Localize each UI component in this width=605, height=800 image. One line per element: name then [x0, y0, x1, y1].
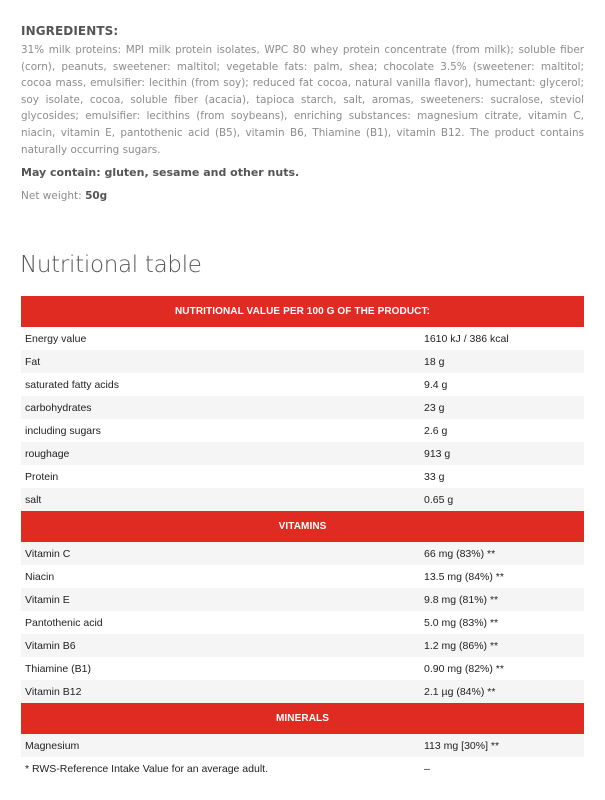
nutrient-value: 18 g [420, 350, 584, 373]
footnote-text: * RWS-Reference Intake Value for an average adult. [21, 757, 420, 780]
nutrient-name: Thiamine (B1) [21, 657, 420, 680]
ingredients-title: INGREDIENTS: [21, 24, 119, 38]
nutrient-name: Fat [21, 350, 420, 373]
table-row [21, 350, 584, 373]
footnote-value: – [420, 757, 584, 780]
may-contain-note: May contain: gluten, sesame and other nuts. [21, 166, 300, 179]
ingredients-text: 31% milk proteins: MPI milk protein isolates, WPC 80 whey protein concentrate (from milk); soluble fiber (corn), peanuts, sweetener: maltitol; vegetable fats: palm, shea; chocolate 3.5% (sweetener: maltitol; cocoa mass, emulsifier: lecithin (from soy); reduced fat cocoa, natural vanilla flavor), humectant: glycerol; soy isolate, cocoa, soluble fiber (acacia), tapioca starch, salt, aromas, sweeteners: sucralose, steviol glycosides; emulsifier: lecithins (from soybeans), enriching substances: magnesium citrate, vitamin C, niacin, vitamin E, pantothenic acid (B5), vitamin B6, Thiamine (B1), vitamin B12. The product contains naturally occurring sugars. [21, 44, 584, 156]
nutrient-name: Niacin [21, 565, 420, 588]
table-row [21, 611, 584, 634]
section-header-minerals: MINERALS [21, 703, 584, 734]
nutrient-name: Vitamin B12 [21, 680, 420, 703]
nutrient-name: Magnesium [21, 734, 420, 757]
nutrition-heading: Nutritional table [20, 252, 202, 278]
nutrient-name: roughage [21, 442, 420, 465]
net-weight [21, 190, 107, 202]
nutrient-name: including sugars [21, 419, 420, 442]
nutrient-value: 0.90 mg (82%) ** [420, 657, 584, 680]
table-row [21, 734, 584, 757]
table-row [21, 419, 584, 442]
nutrient-value: 13.5 mg (84%) ** [420, 565, 584, 588]
net-weight-value: 50g [85, 190, 108, 202]
nutrient-value: 113 mg [30%] ** [420, 734, 584, 757]
nutrient-value: 33 g [420, 465, 584, 488]
nutrient-value: 5.0 mg (83%) ** [420, 611, 584, 634]
nutrient-value: 1.2 mg (86%) ** [420, 634, 584, 657]
table-row [21, 373, 584, 396]
nutrient-value: 23 g [420, 396, 584, 419]
nutrient-name: Energy value [21, 327, 420, 350]
table-row [21, 588, 584, 611]
nutrient-value: 2.1 µg (84%) ** [420, 680, 584, 703]
table-row [21, 465, 584, 488]
nutrient-value: 1610 kJ / 386 kcal [420, 327, 584, 350]
nutrient-name: Pantothenic acid [21, 611, 420, 634]
nutrient-name: Vitamin E [21, 588, 420, 611]
nutrient-name: Vitamin C [21, 542, 420, 565]
nutrient-name: saturated fatty acids [21, 373, 420, 396]
net-weight-label: Net weight: [21, 190, 82, 202]
nutrient-name: carbohydrates [21, 396, 420, 419]
nutrient-value: 0.65 g [420, 488, 584, 511]
nutrient-value: 9.4 g [420, 373, 584, 396]
table-row [21, 680, 584, 703]
table-row [21, 565, 584, 588]
nutrient-value: 9.8 mg (81%) ** [420, 588, 584, 611]
nutrient-value: 2.6 g [420, 419, 584, 442]
nutrient-name: salt [21, 488, 420, 511]
table-row [21, 657, 584, 680]
nutrient-value: 913 g [420, 442, 584, 465]
section-header-vitamins: VITAMINS [21, 511, 584, 542]
nutrition-table [21, 296, 584, 780]
table-row [21, 442, 584, 465]
table-row [21, 634, 584, 657]
nutrient-name: Vitamin B6 [21, 634, 420, 657]
nutrient-name: Protein [21, 465, 420, 488]
section-header-nutritional-value: NUTRITIONAL VALUE PER 100 G OF THE PRODUCT: [21, 296, 584, 327]
table-row [21, 327, 584, 350]
nutrient-value: 66 mg (83%) ** [420, 542, 584, 565]
table-row [21, 542, 584, 565]
table-row [21, 396, 584, 419]
table-row [21, 488, 584, 511]
table-row-footnote [21, 757, 584, 780]
